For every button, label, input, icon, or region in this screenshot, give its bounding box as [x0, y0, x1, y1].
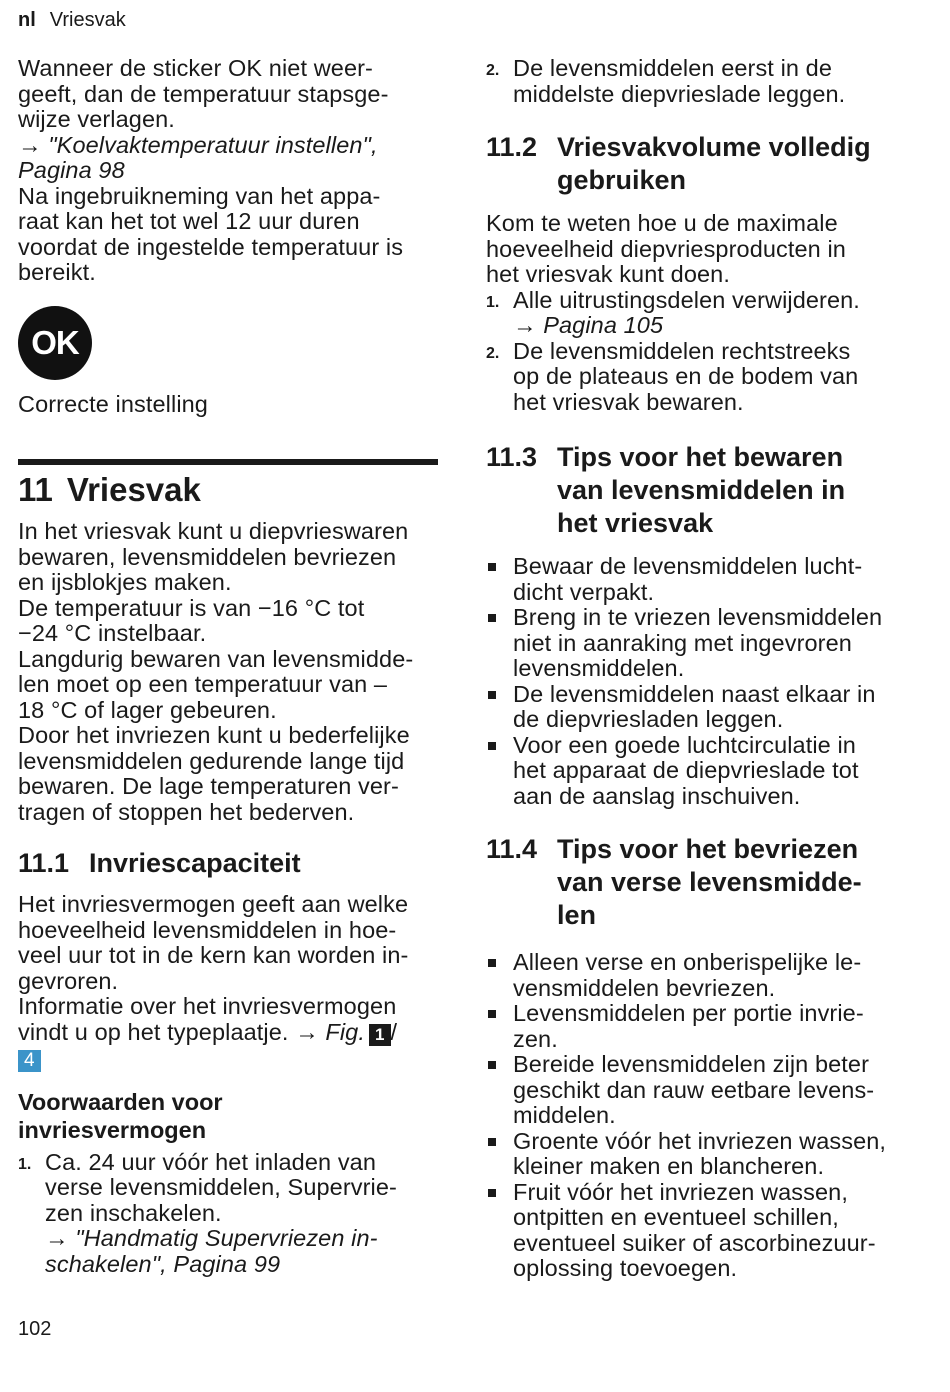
chapter-rule	[18, 459, 438, 465]
list-item-text: Bereide levensmiddelen zijn beter geschikt dan rauw eetbare levens- middelen.	[513, 1051, 875, 1128]
left-column	[18, 56, 440, 1277]
bullet-square-icon	[486, 1001, 513, 1052]
step-item	[486, 288, 916, 339]
step-item	[486, 339, 916, 416]
list-item-text: Voor een goede luchtcirculatie in het apparaat de diepvrieslade tot aan de aanslag inschuiven.	[513, 731, 859, 809]
section-title: Invriescapaciteit	[89, 848, 301, 878]
list-item-text: De levensmiddelen naast elkaar in de diepvriesladen leggen.	[513, 680, 876, 732]
fig-paragraph-text: Informatie over het invriesvermogen vindt u op het typeplaatje.	[18, 993, 397, 1045]
step-number: 2.	[486, 62, 500, 79]
section-heading-11-2	[486, 131, 916, 197]
intro-paragraph-2: Na ingebruikneming van het appa- raat kan het tot wel 12 uur duren voordat de ingestelde temperatuur is bereikt.	[18, 182, 404, 285]
list-item-text: Levensmiddelen per portie invrie- zen.	[513, 1000, 864, 1052]
language-code: nl	[18, 9, 36, 31]
figure-link[interactable]: → Fig.	[295, 1018, 365, 1045]
step-list	[486, 288, 916, 416]
step-number: 2.	[486, 344, 500, 362]
section-title: Vriesvakvolume volledig gebruiken	[557, 132, 871, 195]
bullet-square-icon	[486, 605, 513, 682]
section-number: 11.3	[486, 442, 538, 472]
step-list	[18, 1150, 440, 1278]
step-text: De levensmiddelen eerst in de middelste diepvrieslade leggen.	[513, 55, 846, 107]
intro-paragraph: Wanneer de sticker OK niet weer- geeft, dan de temperatuur stapsge- wijze verlagen.	[18, 55, 389, 132]
list-item-text: Fruit vóór het invriezen wassen, ontpitten en eventueel schillen, eventueel suiker of ascorbinezuur- oplossing toevoegen.	[513, 1178, 876, 1281]
list-item	[486, 682, 916, 733]
step-number: 1.	[486, 293, 500, 311]
section-number: 11.2	[486, 132, 538, 162]
step-text: Alle uitrustingsdelen verwijderen.	[513, 286, 860, 313]
subheading-conditions: Voorwaarden voor invriesvermogen	[18, 1088, 223, 1143]
continued-step-list	[486, 56, 916, 107]
figure-slash: /	[390, 1018, 398, 1045]
section-heading-11-1	[18, 847, 440, 880]
step-number: 1.	[18, 1155, 32, 1173]
bullet-square-icon	[486, 682, 513, 733]
section-name: Vriesvak	[49, 9, 126, 31]
list-item	[486, 554, 916, 605]
ok-caption: Correcte instelling	[18, 390, 208, 417]
chapter-paragraph: Langdurig bewaren van levensmidde- len moet op een temperatuur van – 18 °C of lager gebeuren.	[18, 645, 414, 723]
step-text: De levensmiddelen rechtstreeks op de plateaus en de bodem van het vriesvak bewaren.	[513, 337, 859, 415]
list-item	[486, 605, 916, 682]
list-item	[486, 1001, 916, 1052]
chapter-title: Vriesvak	[66, 471, 201, 508]
section-paragraph: Het invriesvermogen geeft aan welke hoeveelheid levensmiddelen in hoe- veel uur tot in de kern kan worden in- gevroren.	[18, 891, 409, 994]
list-item-text: Groente vóór het invriezen wassen, kleiner maken en blancheren.	[513, 1127, 887, 1179]
bullet-square-icon	[486, 950, 513, 1001]
section-number: 11.4	[486, 834, 538, 864]
list-item	[486, 1052, 916, 1129]
section-title: Tips voor het bewaren van levensmiddelen in het vriesvak	[557, 442, 846, 538]
list-item	[486, 1180, 916, 1282]
chapter-paragraph: In het vriesvak kunt u diepvrieswaren bewaren, levensmiddelen bevriezen en ijsblokjes maken.	[18, 518, 409, 595]
figure-position-badge: 4	[18, 1050, 41, 1072]
step-link[interactable]: → Pagina 105	[513, 312, 664, 338]
bullet-square-icon	[486, 733, 513, 810]
section-heading-11-3	[486, 441, 916, 540]
section-title: Tips voor het bevriezen van verse levensmidde- len	[557, 834, 862, 930]
right-column	[486, 56, 916, 1282]
cross-reference-link[interactable]: → "Koelvaktemperatuur instellen", Pagina 98	[18, 131, 378, 183]
bullet-square-icon	[486, 1052, 513, 1129]
chapter-paragraph: De temperatuur is van −16 °C tot −24 °C instelbaar.	[18, 594, 365, 646]
step-item	[486, 56, 916, 107]
bullet-square-icon	[486, 1129, 513, 1180]
ok-sticker-icon: OK	[18, 306, 92, 380]
list-item	[486, 733, 916, 810]
section-heading-11-4	[486, 833, 916, 932]
list-item	[486, 950, 916, 1001]
step-text: Ca. 24 uur vóór het inladen van verse levensmiddelen, Supervrie- zen inschakelen.	[45, 1148, 397, 1226]
step-link[interactable]: → "Handmatig Supervriezen in- schakelen", Pagina 99	[45, 1225, 378, 1277]
bullet-square-icon	[486, 554, 513, 605]
section-number: 11.1	[18, 848, 70, 878]
bullet-list	[486, 554, 916, 809]
chapter-number: 11	[18, 471, 53, 508]
list-item-text: Bewaar de levensmiddelen lucht- dicht verpakt.	[513, 553, 863, 605]
step-item	[18, 1150, 440, 1278]
page-header	[18, 9, 126, 32]
section-paragraph: Kom te weten hoe u de maximale hoeveelheid diepvriesproducten in het vriesvak kunt doen.	[486, 210, 846, 287]
chapter-heading	[18, 471, 440, 509]
bullet-list	[486, 950, 916, 1282]
page-number: 102	[18, 1318, 52, 1340]
chapter-paragraph: Door het invriezen kunt u bederfelijke levensmiddelen gedurende lange tijd bewaren. De lage temperaturen ver- tragen of stoppen het bederven.	[18, 722, 410, 825]
bullet-square-icon	[486, 1180, 513, 1282]
figure-number-badge: 1	[369, 1024, 391, 1046]
list-item	[486, 1129, 916, 1180]
list-item-text: Breng in te vriezen levensmiddelen niet in aanraking met ingevroren levensmiddelen.	[513, 604, 883, 681]
section-paragraph-fig	[18, 994, 440, 1072]
list-item-text: Alleen verse en onberispelijke le- vensmiddelen bevriezen.	[513, 949, 862, 1001]
